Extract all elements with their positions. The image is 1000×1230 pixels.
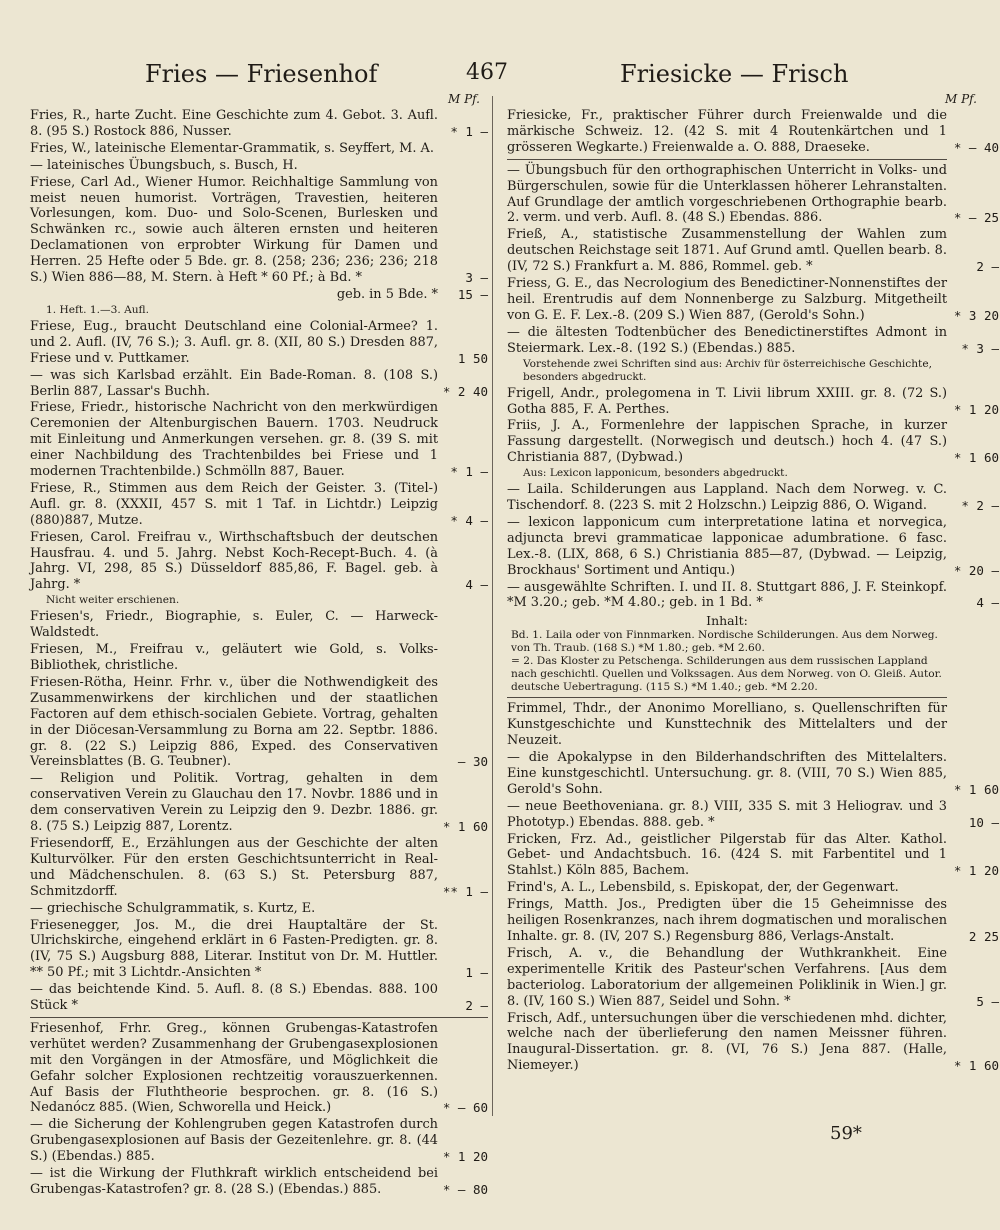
entry-price: 2 — xyxy=(976,259,999,275)
entry-price: * 3 20 xyxy=(953,307,999,323)
entry-price: * 4 — xyxy=(450,512,488,528)
section-rule xyxy=(507,697,947,698)
entry-note: Nicht weiter erschienen. xyxy=(46,594,180,607)
catalog-entry: Frings, Matth. Jos., Predigten über die 15 Geheimnisse des heiligen Rosenkranzes, nach ihrem dogmatischen und moralischen Inhalte. gr. 8. (IV, 207 S.) Regensburg 886, Verlags-Anstalt. 2 25 xyxy=(507,897,999,944)
catalog-entry: Fricken, Frz. Ad., geistlicher Pilgerstab für das Alter. Kathol. Gebet- und Andachtsbuch. 16. (424 S. mit Farbentitel und 1 Stahlst.) Köln 885, Bachem. * 1 20 xyxy=(507,831,999,879)
catalog-entry: Friesenegger, Jos. M., die drei Hauptaltäre der St. Ulrichskirche, eingehend erklärt in 6 Fasten-Predigten. gr. 8. (IV, 75 S.) Augsburg 888, Literar. Institut von Dr. M. Huttler. ** 50 Pf.; mit 3 Lichtdr.-Ansichten * 1 — xyxy=(30,917,488,981)
left-running-title: Fries — Friesenhof xyxy=(145,60,378,88)
entry-price: 2 — xyxy=(465,998,488,1014)
entry-price: * 2 — xyxy=(961,498,999,514)
entry-note: Aus: Lexicon lapponicum, besonders abgedruckt. xyxy=(523,467,788,480)
entry-note: 1. Heft. 1.—3. Aufl. xyxy=(46,303,149,316)
entry-price: * 1 60 xyxy=(953,1058,999,1074)
catalog-entry: Friese, R., Stimmen aus dem Reich der Geister. 3. (Titel-) Aufl. gr. 8. (XXXII, 457 S. mit 1 Taf. in Lichtdr.) Leipzig (880)887, Mutze. * 4 — xyxy=(30,480,488,528)
catalog-entry: — ausgewählte Schriften. I. und II. 8. Stuttgart 886, J. F. Steinkopf. *M 3.20.; geb. *M 4.80.; geb. in 1 Bd. * 4 — xyxy=(507,579,999,611)
catalog-entry: Fries, W., lateinische Elementar-Grammatik, s. Seyffert, M. A. xyxy=(30,140,434,156)
catalog-entry: — Laila. Schilderungen aus Lappland. Nach dem Norweg. v. C. Tischendorf. 8. (223 S. mit 2 Holzschn.) Leipzig 886, O. Wigand. * 2 — xyxy=(507,482,999,514)
entry-price: * 1 20 xyxy=(442,1149,488,1165)
entry-price: * 1 60 xyxy=(953,781,999,797)
catalog-entry: Friesen, Carol. Freifrau v., Wirthschaftsbuch der deutschen Hausfrau. 4. und 5. Jahrg. Nebst Koch-Recept-Buch. 4. (à Jahrg. VI, 298, 85 S.) Düsseldorf 885,86, F. Bagel. geb. à Jahrg. * 4 — xyxy=(30,529,488,593)
running-head xyxy=(0,56,1000,96)
entry-price: * 1 — xyxy=(450,123,488,139)
entry-price: * 1 60 xyxy=(953,450,999,466)
catalog-entry: Frisch, Adf., untersuchungen über die verschiedenen mhd. dichter, welche nach der überlieferung den namen Meissner führen. Inaugural-Dissertation. gr. 8. (VI, 76 S.) Jena 887. (Halle, Niemeyer.) * 1 60 xyxy=(507,1010,999,1074)
entry-price: 1 50 xyxy=(457,350,488,366)
currency-unit-label: M Pf. xyxy=(447,92,480,106)
entry-price: * 3 — xyxy=(961,340,999,356)
catalog-entry: Friese, Friedr., historische Nachricht von den merkwürdigen Ceremonien der Altenburgischen Bauern. 1703. Neudruck mit Einleitung und Anmerkungen versehen. gr. 8. (39 S. mit einer Nachbildung des Trachtenbildes bei Friese und 1 modernen Trachtenbilde.) Schmölln 887, Bauer. * 1 — xyxy=(30,400,488,480)
entry-price: * 1 20 xyxy=(953,863,999,879)
entry-price: ** 1 — xyxy=(442,883,488,899)
catalog-entry: — Religion und Politik. Vortrag, gehalten in dem conservativen Verein zu Glauchau den 17. Novbr. 1886 und in dem conservativen Verein zu Leipzig den 9. Dezbr. 1886. gr. 8. (75 S.) Leipzig 887, Lorentz. * 1 60 xyxy=(30,771,488,835)
catalog-entry: — die Sicherung der Kohlengruben gegen Katastrofen durch Grubengasexplosionen auf Basis der Gezeitenlehre. gr. 8. (44 S.) (Ebendas.) 885. * 1 20 xyxy=(30,1117,488,1165)
entry-price: 15 — xyxy=(457,286,488,302)
catalog-entry: Frieß, A., statistische Zusammenstellung der Wahlen zum deutschen Reichstage seit 1871. Auf Grund amtl. Quellen bearb. 8. (IV, 72 S.) Frankfurt a. M. 886, Rommel. geb. * 2 — xyxy=(507,227,999,275)
entry-price: 4 — xyxy=(465,577,488,593)
section-rule xyxy=(30,1017,488,1018)
catalog-entry: — Übungsbuch für den orthographischen Unterricht in Volks- und Bürgerschulen, sowie für die Unterklassen höherer Lehranstalten. Auf Grundlage der amtlich vorgeschriebenen Orthographie bearb. 2. verm. und verb. Aufl. 8. (48 S.) Ebendas. 886. * — 25 xyxy=(507,162,999,226)
catalog-entry: Friesen-Rötha, Heinr. Frhr. v., über die Nothwendigkeit des Zusammenwirkens der kirchlichen und der staatlichen Factoren auf dem ethisch-socialen Gebiete. Vortrag, gehalten in der Diöcesan-Versammlung zu Borna am 22. Septbr. 1886. gr. 8. (22 S.) Leipzig 886, Exped. des Conservativen Vereinsblattes (B. G. Teubner). — 30 xyxy=(30,674,488,770)
catalog-entry: Friess, G. E., das Necrologium des Benedictiner-Nonnenstiftes der heil. Erentrudis auf dem Nonnenberge zu Salzburg. Mitgetheilt von G. E. F. Lex.-8. (209 S.) Wien 887, (Gerold's Sohn.) * 3 20 xyxy=(507,276,999,323)
entry-price: * — 60 xyxy=(442,1100,488,1116)
catalog-entry: Frimmel, Thdr., der Anonimo Morelliano, s. Quellenschriften für Kunstgeschichte und Kunsttechnik des Mittelalters und der Neuzeit. xyxy=(507,701,947,749)
catalog-entry: Friesen's, Friedr., Biographie, s. Euler, C. — Harweck-Waldstedt. xyxy=(30,609,438,641)
catalog-entry: — lexicon lapponicum cum interpretatione latina et norvegica, adjuncta brevi grammaticae lapponicae adumbratione. 6 fasc. Lex.-8. (LIX, 868, 6 S.) Christiania 885—87, (Dybwad. — Leipzig, Brockhaus' Sortiment und Antiqu.) * 20 — xyxy=(507,514,999,578)
catalog-entry: — das beichtende Kind. 5. Aufl. 8. (8 S.) Ebendas. 888. 100 Stück * 2 — xyxy=(30,982,488,1014)
entry-price: 2 25 xyxy=(968,928,999,944)
catalog-entry: — ist die Wirkung der Fluthkraft wirklich entscheidend bei Grubengas-Katastrofen? gr. 8. (28 S.) (Ebendas.) 885. * — 80 xyxy=(30,1166,488,1197)
entry-price: * — 40 xyxy=(953,139,999,155)
catalog-entry: — was sich Karlsbad erzählt. Ein Bade-Roman. 8. (108 S.) Berlin 887, Lassar's Buchh. * 2 40 xyxy=(30,367,488,399)
page-number: 467 xyxy=(466,60,508,85)
catalog-entry: Friese, Carl Ad., Wiener Humor. Reichhaltige Sammlung von meist neuen humorist. Vorträgen, Travestien, heiteren Vorlesungen, kom. Duo- und Solo-Scenen, Burlesken und Schwänken rc., sowie auch älteren ernsten und heiteren Declamationen von erprobter Wirkung für Damen und Herren. 25 Hefte oder 5 Bde. gr. 8. (258; 236; 236; 236; 218 S.) Wien 886—88, M. Stern. à Heft * 60 Pf.; à Bd. * 3 — xyxy=(30,174,488,286)
catalog-entry: — lateinisches Übungsbuch, s. Busch, H. xyxy=(30,157,298,173)
entry-price: 5 — xyxy=(976,993,999,1009)
catalog-entry: Friesicke, Fr., praktischer Führer durch Freienwalde und die märkische Schweiz. 12. (42 S. mit 4 Routenkärtchen und 1 grösseren Wegkarte.) Freienwalde a. O. 888, Draeseke. * — 40 xyxy=(507,108,999,155)
entry-price: * 20 — xyxy=(953,562,999,578)
catalog-entry: Friis, J. A., Formenlehre der lappischen Sprache, in kurzer Fassung dargestellt. (Norwegisch und deutsch.) hoch 4. (47 S.) Christiania 887, (Dybwad.) * 1 60 xyxy=(507,418,999,466)
column-divider xyxy=(492,96,493,1116)
entry-note: Vorstehende zwei Schriften sind aus: Archiv für österreichische Geschichte, besonders abgedruckt. xyxy=(523,357,932,383)
entry-price: * 1 20 xyxy=(953,401,999,417)
section-rule xyxy=(507,159,947,160)
left-column xyxy=(30,92,488,1199)
entry-price: — 30 xyxy=(457,754,488,770)
catalog-entry: Friesen, M., Freifrau v., geläutert wie Gold, s. Volks-Bibliothek, christliche. xyxy=(30,642,438,673)
catalog-entry: Frigell, Andr., prolegomena in T. Livii librum XXIII. gr. 8. (72 S.) Gotha 885, F. A. Perthes. * 1 20 xyxy=(507,385,999,417)
contents-list xyxy=(507,629,947,694)
entry-price: 10 — xyxy=(968,814,999,830)
entry-price: 1 — xyxy=(465,965,488,981)
catalog-entry: — die Apokalypse in den Bilderhandschriften des Mittelalters. Eine kunstgeschichtl. Untersuchung. gr. 8. (VIII, 70 S.) Wien 885, Gerold's Sohn. * 1 60 xyxy=(507,750,999,797)
catalog-entry: Friesendorff, E., Erzählungen aus der Geschichte der alten Kulturvölker. Für den ersten Geschichtsunterricht in Real- und Mädchenschulen. 8. (63 S.) St. Petersburg 887, Schmitzdorff. ** 1 — xyxy=(30,835,488,899)
contents-heading: Inhalt: xyxy=(706,613,748,629)
contents-item: Bd. 1. Laila oder von Finnmarken. Nordische Schilderungen. Aus dem Norweg. von Th. Traub. (168 S.) *M 1.80.; geb. *M 2.60. xyxy=(511,629,938,655)
catalog-entry: Frind's, A. L., Lebensbild, s. Episkopat, der, der Gegenwart. xyxy=(507,880,899,896)
entry-price: * — 25 xyxy=(953,210,999,226)
sheet-signature: 59* xyxy=(830,1123,862,1144)
currency-unit-label: M Pf. xyxy=(944,92,977,106)
entry-price: * 2 40 xyxy=(442,383,488,399)
catalog-entry: Friesenhof, Frhr. Greg., können Grubengas-Katastrofen verhütet werden? Zusammenhang der Grubengasexplosionen mit den Vorgängen in der Atmosfäre, und Möglichkeit die Gefahr solcher Explosionen rechtzeitig vorauszuerkennen. Auf Basis der Fluththeorie besprochen. gr. 8. (16 S.) Nedanócz 885. (Wien, Schworella und Heick.) * — 60 xyxy=(30,1020,488,1116)
catalog-entry: Friese, Eug., braucht Deutschland eine Colonial-Armee? 1. und 2. Aufl. (IV, 76 S.); 3. Aufl. gr. 8. (XII, 80 S.) Dresden 887, Friese und v. Puttkamer. 1 50 xyxy=(30,318,488,366)
right-column xyxy=(507,92,999,1075)
catalog-entry: — die ältesten Todtenbücher des Benedictinerstiftes Admont in Steiermark. Lex.-8. (192 S.) (Ebendas.) 885. * 3 — xyxy=(507,324,999,356)
entry-price: 4 — xyxy=(976,595,999,611)
entry-price: 3 — xyxy=(465,270,488,286)
catalog-entry: Fries, R., harte Zucht. Eine Geschichte zum 4. Gebot. 3. Aufl. 8. (95 S.) Rostock 886, Nusser. * 1 — xyxy=(30,108,488,139)
catalog-entry: — griechische Schulgrammatik, s. Kurtz, E. xyxy=(30,900,316,916)
contents-item: = 2. Das Kloster zu Petschenga. Schilderungen aus dem russischen Lappland nach geschichtl. Quellen und Volkssagen. Aus dem Norweg. von O. Gleiß. Autor. deutsche Uebertragung. (115 S.) *M 1.40.; geb. *M 2.20. xyxy=(511,655,942,694)
right-running-title: Friesicke — Frisch xyxy=(620,60,849,88)
catalog-entry-binding: geb. in 5 Bde. * 15 — xyxy=(336,286,488,302)
entry-price: * 1 60 xyxy=(442,819,488,835)
entry-price: * 1 — xyxy=(450,464,488,480)
entry-price: * — 80 xyxy=(442,1182,488,1197)
catalog-entry: — neue Beethoveniana. gr. 8.) VIII, 335 S. mit 3 Heliograv. und 3 Phototyp.) Ebendas. 888. geb. * 10 — xyxy=(507,798,999,830)
catalog-entry: Frisch, A. v., die Behandlung der Wuthkrankheit. Eine experimentelle Kritik des Pasteur'schen Verfahrens. [Aus dem bacteriolog. Laboratorium der allgemeinen Poliklinik in Wien.] gr. 8. (IV, 160 S.) Wien 887, Seidel und Sohn. * 5 — xyxy=(507,945,999,1009)
